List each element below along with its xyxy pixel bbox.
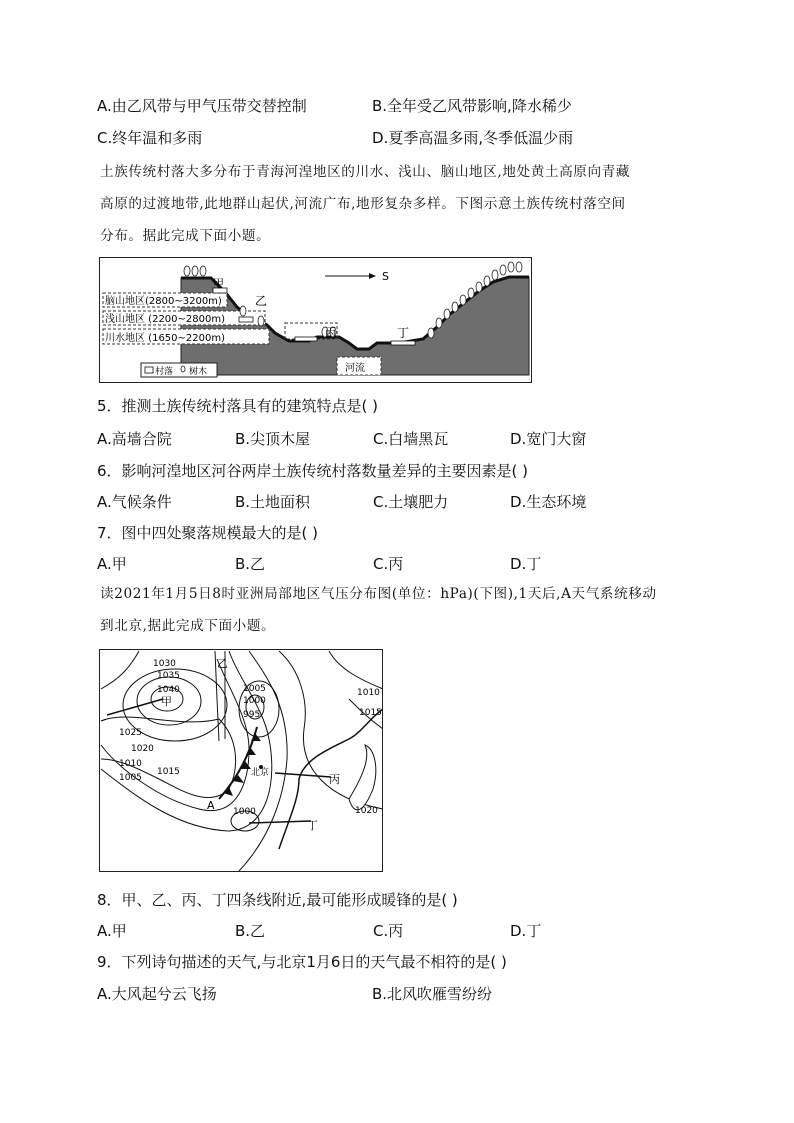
q8-option-d: D.丁 xyxy=(510,922,542,940)
q9-option-b: B.北风吹雁雪纷纷 xyxy=(372,985,493,1003)
passage-pressure-map xyxy=(100,578,710,642)
label-yi: 乙 xyxy=(217,657,228,670)
passage-line: 读2021年1月5日8时亚洲局部地区气压分布图(单位：hPa)(下图),1天后,A天气系统移动 xyxy=(100,586,657,602)
q4-option-d: D.夏季高温多雨,冬季低温少雨 xyxy=(372,129,574,147)
direction-label: S xyxy=(382,270,389,283)
q6-option-c: C.土壤肥力 xyxy=(373,493,449,511)
iso-label: 1020 xyxy=(355,806,378,816)
label-ding: 丁 xyxy=(307,819,318,832)
iso-label: 1005 xyxy=(119,773,142,783)
pressure-map-figure xyxy=(99,649,383,872)
village-legend-icon xyxy=(145,367,153,373)
legend-village: 村落 xyxy=(155,367,174,377)
label-bing: 丙 xyxy=(325,326,336,339)
iso-label: 1020 xyxy=(131,744,154,754)
q7-stem: 7．图中四处聚落规模最大的是( ) xyxy=(97,524,319,542)
q6-option-a: A.气候条件 xyxy=(97,493,172,511)
q4-option-c: C.终年温和多雨 xyxy=(97,129,203,147)
q6-stem: 6．影响河湟地区河谷两岸土族传统村落数量差异的主要因素是( ) xyxy=(97,462,529,480)
zone-qianshan-label: 浅山地区 (2200~2800m) xyxy=(105,314,225,325)
passage-line: 分布。据此完成下面小题。 xyxy=(100,228,271,244)
zone-naoshan-label: 脑山地区(2800~3200m) xyxy=(105,296,222,307)
iso-label: 1040 xyxy=(157,685,180,695)
q9-option-a: A.大风起兮云飞扬 xyxy=(97,985,217,1003)
q8-option-b: B.乙 xyxy=(235,922,266,940)
iso-label: 1010 xyxy=(357,688,380,698)
q9-stem: 9．下列诗句描述的天气,与北京1月6日的天气最不相符的是( ) xyxy=(97,953,507,971)
q6-option-b: B.土地面积 xyxy=(235,493,311,511)
village-yi-mark xyxy=(239,317,253,322)
iso-label: 1000 xyxy=(243,696,266,706)
label-a: A xyxy=(207,799,215,812)
q5-stem: 5．推测土族传统村落具有的建筑特点是( ) xyxy=(97,397,379,415)
label-yi: 乙 xyxy=(255,294,268,308)
q5-option-d: D.宽门大窗 xyxy=(510,430,587,448)
label-bing: 丙 xyxy=(329,773,340,786)
label-ding: 丁 xyxy=(397,326,410,340)
q5-option-c: C.白墙黑瓦 xyxy=(373,430,449,448)
q7-option-d: D.丁 xyxy=(510,555,542,573)
iso-label: 995 xyxy=(243,710,261,720)
q5-option-b: B.尖顶木屋 xyxy=(235,430,311,448)
q6-option-d: D.生态环境 xyxy=(510,493,587,511)
iso-label: 1035 xyxy=(157,671,180,681)
label-beijing: 北京 xyxy=(251,768,270,778)
village-bing-mark xyxy=(295,337,317,341)
iso-label: 1025 xyxy=(119,728,142,738)
q4-option-a: A.由乙风带与甲气压带交替控制 xyxy=(97,97,307,115)
q5-option-a: A.高墙合院 xyxy=(97,430,172,448)
q8-option-a: A.甲 xyxy=(97,922,127,940)
passage-line: 高原的过渡地带,此地群山起伏,河流广布,地形复杂多样。下图示意土族传统村落空间 xyxy=(100,196,626,212)
label-jia: 甲 xyxy=(161,695,172,708)
iso-label: 1030 xyxy=(153,659,176,669)
village-ding-mark xyxy=(391,341,415,345)
tree-legend-icon xyxy=(181,366,185,372)
q8-stem: 8．甲、乙、丙、丁四条线附近,最可能形成暖锋的是( ) xyxy=(97,891,458,909)
village-profile-figure xyxy=(99,257,532,383)
q7-option-c: C.丙 xyxy=(373,555,404,573)
iso-label: 1010 xyxy=(119,759,142,769)
passage-tu-villages xyxy=(100,156,700,252)
iso-label: 1005 xyxy=(243,684,266,694)
q4-option-b: B.全年受乙风带影响,降水稀少 xyxy=(372,97,572,115)
q8-option-c: C.丙 xyxy=(373,922,404,940)
q7-option-b: B.乙 xyxy=(235,555,266,573)
zone-chuanshui-label: 川水地区 (1650~2200m) xyxy=(105,333,225,344)
iso-label: 1015 xyxy=(157,767,180,777)
passage-line: 土族传统村落大多分布于青海河湟地区的川水、浅山、脑山地区,地处黄土高原向青藏 xyxy=(100,164,631,180)
passage-line: 到北京,据此完成下面小题。 xyxy=(100,618,276,634)
q7-option-a: A.甲 xyxy=(97,555,127,573)
iso-label: 1000 xyxy=(233,807,256,817)
iso-label: 1015 xyxy=(359,708,382,718)
label-jia: 甲 xyxy=(213,277,224,290)
river-label: 河流 xyxy=(345,363,365,374)
legend-tree: 树木 xyxy=(189,367,208,377)
